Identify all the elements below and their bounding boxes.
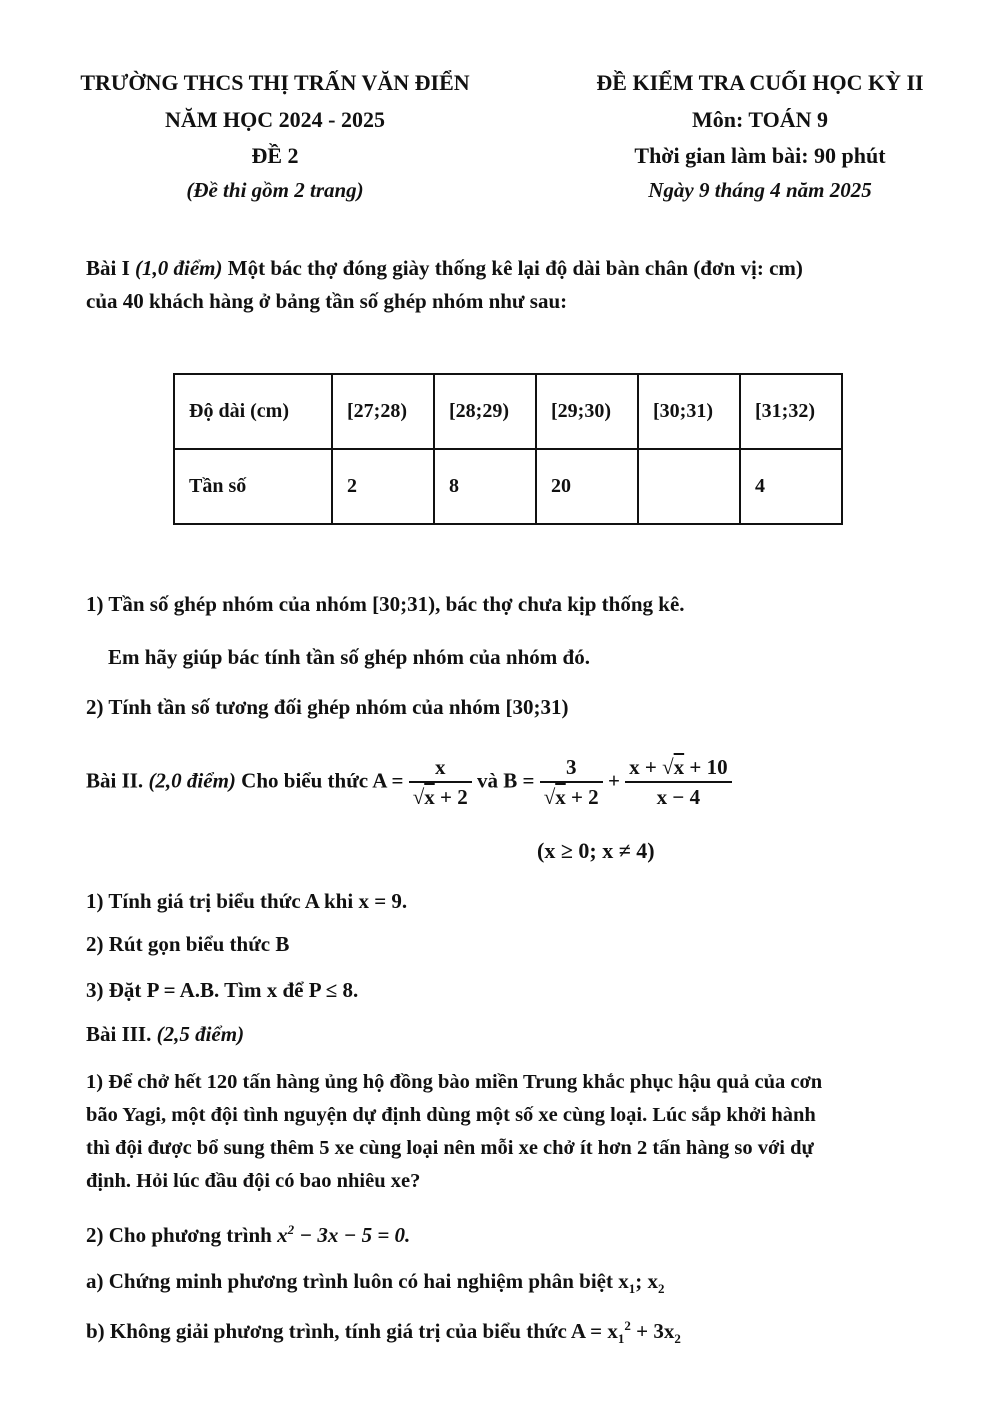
bai1-question2: 2) Tính tần số tương đối ghép nhóm của nhóm [30;31) [86,695,569,719]
table-cell: 8 [434,449,536,524]
bai3-question2 [86,1222,410,1248]
bai1-points: (1,0 điểm) [135,256,223,280]
bai2-question1: 1) Tính giá trị biểu thức A khi x = 9. [86,889,408,913]
time-limit: Thời gian làm bài: 90 phút [634,143,886,168]
expression-a-lhs: A = [372,768,404,793]
bai1-label: Bài I [86,256,130,280]
bai2-intro [86,755,732,810]
qa-sub2: 2 [657,1281,665,1297]
num-part-b: + 10 [684,755,728,779]
qa-text: a) Chứng minh phương trình luôn có hai nghiệm phân biệt x [86,1269,629,1293]
bai3-p1-line2: bão Yagi, một đội tình nguyện dự định dùng một số xe cùng loại. Lúc sắp khởi hành [86,1104,816,1126]
bai1-question1-cont: Em hãy giúp bác tính tần số ghép nhóm của nhóm đó. [108,645,590,669]
qb-text: b) Không giải phương trình, tính giá trị của biểu thức A = x [86,1319,618,1343]
plus-sign: + [607,768,620,793]
fraction-numerator: x [409,755,472,783]
qb-sub2: 2 [674,1331,681,1347]
bai3-p1-line1: 1) Để chở hết 120 tấn hàng ủng hộ đồng bào miền Trung khắc phục hậu quả của cơn [86,1071,823,1093]
den-plus-two: + 2 [565,785,599,809]
eq-power: 2 [287,1222,295,1237]
sqrt-radicand: x [424,785,435,809]
bai2-question3: 3) Đặt P = A.B. Tìm x để P ≤ 8. [86,978,359,1002]
bai3-label: Bài III. [86,1022,152,1046]
expression-b-fraction2 [625,755,731,810]
bai3-problem1 [86,1066,986,1198]
equation [277,1223,410,1247]
table-cell: [31;32) [740,374,842,449]
frequency-table [173,373,843,525]
table-cell [638,449,740,524]
bai1-text-line2: của 40 khách hàng ở bảng tần số ghép nhóm như sau: [86,289,568,313]
fraction-numerator: 3 [540,755,603,783]
num-part-a: x + [629,755,663,779]
table-cell: 4 [740,449,842,524]
eq-rest: − 3x − 5 = 0. [294,1223,411,1247]
bai2-question2: 2) Rút gọn biểu thức B [86,932,290,956]
expression-b-lhs: B = [503,768,535,793]
bai2-intro-text: Cho biểu thức [235,768,373,793]
table-cell: [28;29) [434,374,536,449]
bai3-heading [86,1022,244,1047]
qb-power: 2 [624,1318,631,1333]
qa-sep: ; x [635,1269,658,1293]
qb-mid: + 3x [630,1319,675,1343]
sqrt-radicand: x [673,755,685,779]
table-cell: 2 [332,449,434,524]
sqrt-radicand: x [555,785,566,809]
bai3-question2b [86,1318,681,1347]
bai3-q2-text: 2) Cho phương trình [86,1223,278,1247]
fraction-denominator: √x + 2 [543,785,599,809]
expression-b-fraction1 [540,755,603,810]
table-cell: [29;30) [536,374,638,449]
bai3-question2a [86,1269,664,1297]
den-plus-two: + 2 [434,785,468,809]
bai1-intro [86,252,966,318]
school-year: NĂM HỌC 2024 - 2025 [165,107,385,132]
bai2-condition: (x ≥ 0; x ≠ 4) [537,838,655,863]
table-cell: [30;31) [638,374,740,449]
bai3-p1-line4: định. Hỏi lúc đầu đội có bao nhiêu xe? [86,1170,421,1192]
fraction-numerator: x + √x + 10 [625,755,731,783]
bai2-label: Bài II. [86,768,144,793]
qb-sub1: 1 [617,1331,625,1347]
bai3-points: (2,5 điểm) [156,1022,245,1046]
bai3-p1-line3: thì đội được bổ sung thêm 5 xe cùng loại nên mỗi xe chở ít hơn 2 tấn hàng so với dự [86,1137,814,1159]
fraction-denominator: √x + 2 [412,785,468,809]
bai2-points: (2,0 điểm) [148,768,236,793]
expression-a-fraction [409,755,472,810]
eq-var: x [277,1223,288,1247]
table-row [174,449,842,524]
subject: Môn: TOÁN 9 [691,107,829,132]
table-header-length: Độ dài (cm) [174,374,332,449]
bai1-question1: 1) Tần số ghép nhóm của nhóm [30;31), bác thợ chưa kịp thống kê. [86,592,685,616]
table-row [174,374,842,449]
table-cell: [27;28) [332,374,434,449]
and-word: và [476,768,504,793]
school-name: TRƯỜNG THCS THỊ TRẤN VĂN ĐIỂN [80,70,470,95]
exam-title: ĐỀ KIỂM TRA CUỐI HỌC KỲ II [596,70,924,95]
bai1-text-line1: Một bác thợ đóng giày thống kê lại độ dài bàn chân (đơn vị: cm) [222,256,803,280]
exam-code: ĐỀ 2 [251,143,299,168]
qa-sub1: 1 [628,1281,636,1297]
exam-date: Ngày 9 tháng 4 năm 2025 [648,178,872,202]
table-cell: 20 [536,449,638,524]
fraction-denominator: x − 4 [656,785,701,809]
page-count-note: (Đề thi gồm 2 trang) [186,178,364,202]
table-header-frequency: Tần số [174,449,332,524]
